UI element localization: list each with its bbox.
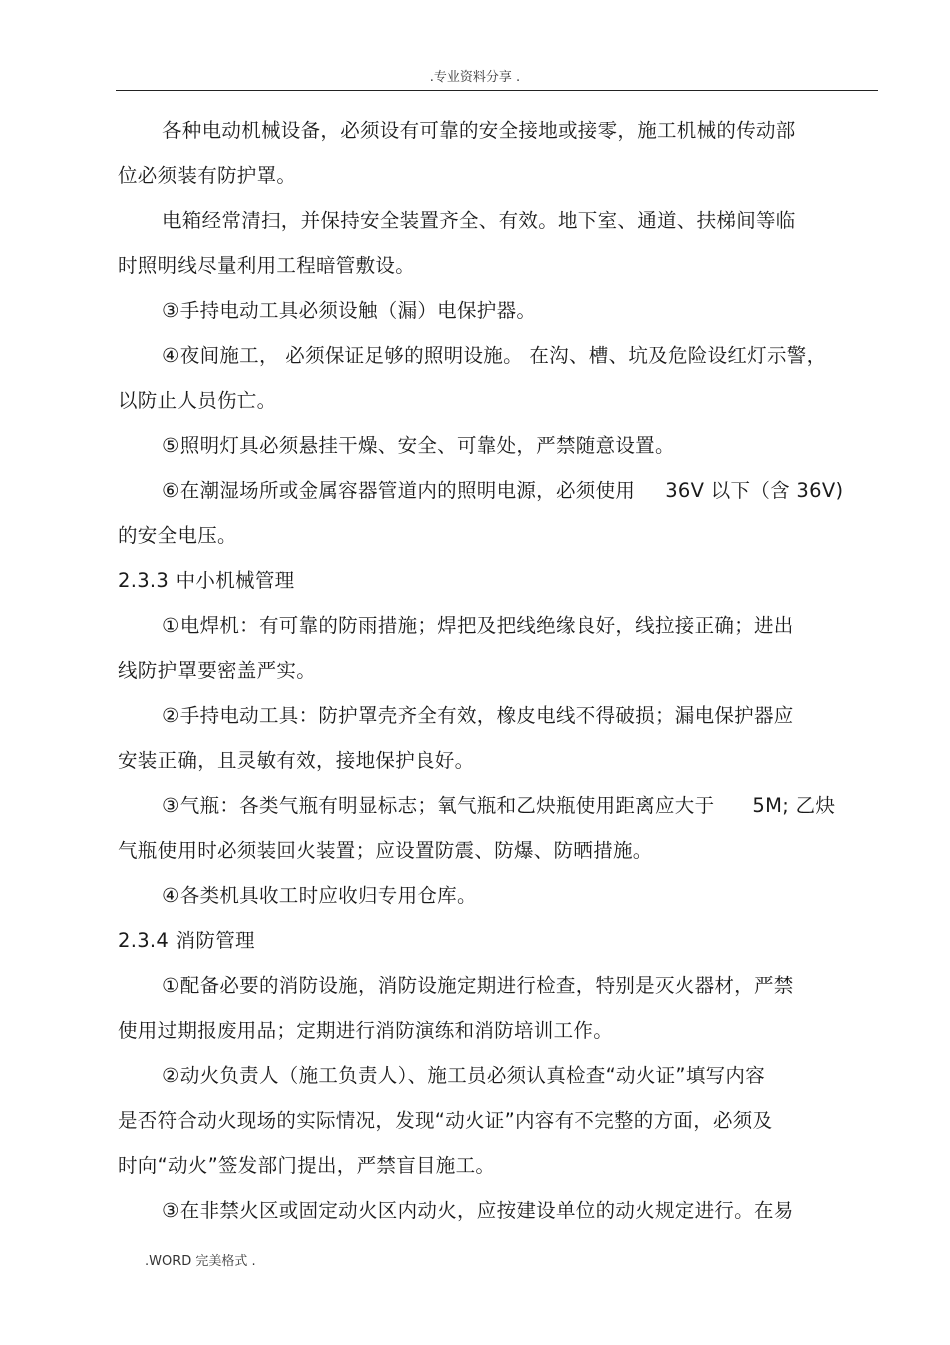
paragraph-line: ②动火负责人（施工负责人）、施工员必须认真检查“动火证”填写内容 (162, 1064, 766, 1087)
paragraph-line (118, 788, 878, 833)
paragraph-line: ④各类机具收工时应收归专用仓库。 (162, 884, 477, 907)
document-body (118, 113, 878, 1238)
paragraph-line (118, 473, 878, 518)
paragraph-line: 气瓶使用时必须装回火装置；应设置防震、防爆、防晒措施。 (118, 839, 653, 862)
paragraph-line: 位必须装有防护罩。 (118, 164, 297, 187)
paragraph-line: ①电焊机：有可靠的防雨措施；焊把及把线绝缘良好，线拉接正确；进出 (162, 614, 794, 637)
line-segment: 5M; 乙炔 (752, 794, 836, 817)
paragraph-line: ②手持电动工具：防护罩壳齐全有效，橡皮电线不得破损；漏电保护器应 (162, 704, 794, 727)
paragraph-line: 的安全电压。 (118, 524, 237, 547)
paragraph-line: ④夜间施工， 必须保证足够的照明设施。 在沟、槽、坑及危险设红灯示警， (162, 344, 827, 367)
line-segment: ③气瓶：各类气瓶有明显标志；氧气瓶和乙炔瓶使用距离应大于 (162, 794, 715, 817)
paragraph-line: 各种电动机械设备，必须设有可靠的安全接地或接零，施工机械的传动部 (162, 119, 796, 142)
paragraph-line: ③手持电动工具必须设触（漏）电保护器。 (162, 299, 537, 322)
line-segment: ⑥在潮湿场所或金属容器管道内的照明电源，必须使用 (162, 479, 636, 502)
paragraph-line: 以防止人员伤亡。 (118, 389, 277, 412)
paragraph-line: 线防护罩要密盖严实。 (118, 659, 317, 682)
section-heading: 2.3.3 中小机械管理 (118, 569, 295, 592)
line-segment: 36V 以下（含 36V) (665, 479, 844, 502)
page-footer: .WORD 完美格式 . (145, 1254, 256, 1269)
paragraph-line: 使用过期报废用品；定期进行消防演练和消防培训工作。 (118, 1019, 614, 1042)
paragraph-line: 电箱经常清扫，并保持安全装置齐全、有效。地下室、通道、扶梯间等临 (162, 209, 796, 232)
paragraph-line: ⑤照明灯具必须悬挂干燥、安全、可靠处，严禁随意设置。 (162, 434, 675, 457)
header-divider (116, 90, 878, 91)
paragraph-line: 时照明线尽量利用工程暗管敷设。 (118, 254, 416, 277)
section-heading: 2.3.4 消防管理 (118, 929, 255, 952)
paragraph-line: 安装正确，且灵敏有效，接地保护良好。 (118, 749, 475, 772)
paragraph-line: ③在非禁火区或固定动火区内动火，应按建设单位的动火规定进行。在易 (162, 1199, 794, 1222)
page-header: .专业资料分享 . (429, 70, 521, 85)
paragraph-line: 时向“动火”签发部门提出，严禁盲目施工。 (118, 1154, 496, 1177)
paragraph-line: ①配备必要的消防设施，消防设施定期进行检查，特别是灭火器材，严禁 (162, 974, 794, 997)
paragraph-line: 是否符合动火现场的实际情况，发现“动火证”内容有不完整的方面，必须及 (118, 1109, 773, 1132)
